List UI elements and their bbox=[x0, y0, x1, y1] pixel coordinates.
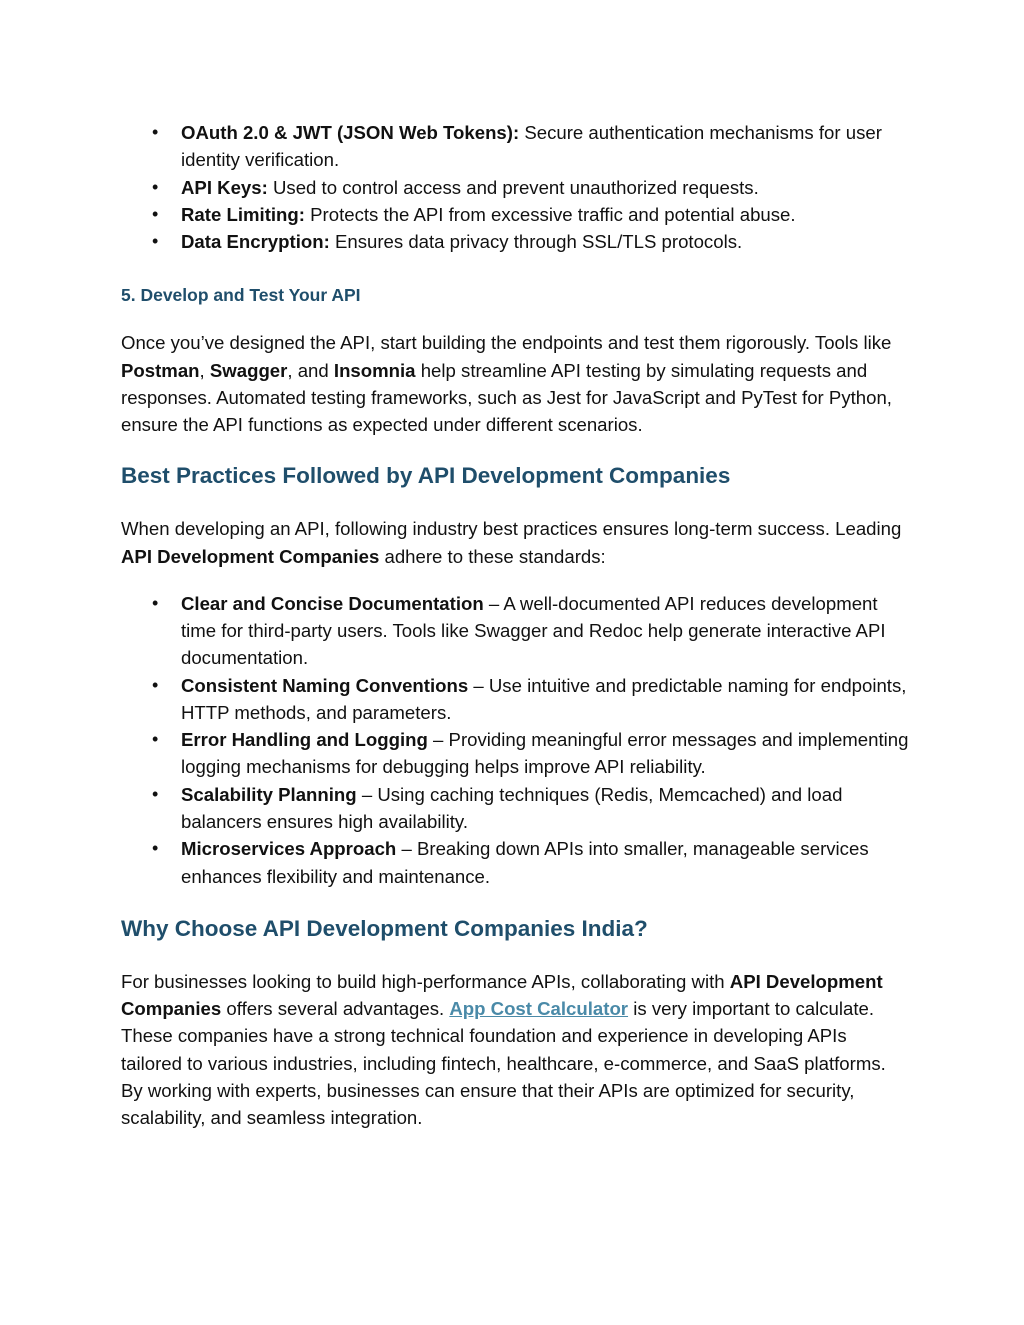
tool-name: Postman bbox=[121, 359, 200, 381]
tool-name: Swagger bbox=[209, 359, 288, 381]
why-choose-paragraph bbox=[121, 968, 911, 1131]
list-item-term: Data Encryption: bbox=[181, 231, 330, 253]
list-item-text: Ensures data privacy through SSL/TLS protocols. bbox=[329, 231, 743, 253]
bullet-icon: • bbox=[152, 592, 159, 613]
list-item bbox=[121, 835, 911, 890]
bullet-icon: • bbox=[152, 729, 159, 750]
bullet-icon: • bbox=[152, 122, 159, 142]
list-item-term: Microservices Approach bbox=[181, 838, 397, 860]
text-span: is very important to calculate. These companies have a strong technical foundation and experience in developing APIs tailored to various industries, including fintech, healthcare, e-commerce, and SaaS platforms. By working with experts, businesses can ensure that their APIs are optimized for security, scalability, and seamless integration. bbox=[121, 998, 886, 1128]
text-span: , bbox=[199, 359, 210, 381]
text-span: offers several advantages. bbox=[221, 998, 450, 1020]
list-item-text: Secure authentication mechanisms for user identity verification. bbox=[181, 122, 882, 171]
list-item-text: – Use intuitive and predictable naming for endpoints, HTTP methods, and parameters. bbox=[181, 674, 907, 723]
bullet-icon: • bbox=[152, 674, 159, 695]
list-item-term: Error Handling and Logging bbox=[181, 729, 428, 751]
list-item-text: – Using caching techniques (Redis, Memcached) and load balancers ensures high availability. bbox=[181, 783, 843, 833]
list-item-text: – Providing meaningful error messages and implementing logging mechanisms for debugging helps improve API reliability. bbox=[181, 729, 909, 778]
list-item-text: – Breaking down APIs into smaller, manageable services enhances flexibility and maintenance. bbox=[181, 838, 869, 887]
best-practices-heading: Best Practices Followed by API Development Companies bbox=[121, 463, 731, 489]
list-item bbox=[121, 174, 911, 201]
list-item-text: Used to control access and prevent unauthorized requests. bbox=[267, 176, 759, 198]
list-item bbox=[121, 781, 911, 836]
list-item-term: OAuth 2.0 & JWT (JSON Web Tokens): bbox=[181, 122, 520, 143]
text-span: When developing an API, following industry best practices ensures long-term success. Leading bbox=[121, 518, 902, 540]
list-item-text: – A well-documented API reduces development time for third-party users. Tools like Swagger and Redoc help generate interactive API documentation. bbox=[181, 592, 886, 669]
bold-term: API Development Companies bbox=[121, 545, 380, 567]
text-span: , and bbox=[287, 359, 334, 381]
text-span: For businesses looking to build high-performance APIs, collaborating with bbox=[121, 970, 730, 992]
list-item bbox=[121, 119, 911, 174]
list-item-term: Clear and Concise Documentation bbox=[181, 592, 484, 614]
list-item bbox=[121, 228, 911, 255]
bullet-icon: • bbox=[152, 176, 159, 197]
list-item-term: Scalability Planning bbox=[181, 783, 357, 805]
list-item bbox=[121, 672, 911, 727]
bold-term: API Development Companies bbox=[121, 970, 883, 1020]
text-span: help streamline API testing by simulating requests and responses. Automated testing frameworks, such as Jest for JavaScript and PyTest for Python, ensure the API functions as expected under different scenarios. bbox=[121, 359, 892, 436]
list-item-term: Consistent Naming Conventions bbox=[181, 674, 469, 696]
section5-paragraph bbox=[121, 329, 911, 438]
bullet-icon: • bbox=[152, 783, 159, 804]
security-list bbox=[121, 119, 911, 255]
text-span: Once you’ve designed the API, start building the endpoints and test them rigorously. Tools like bbox=[121, 332, 892, 354]
tool-name: Insomnia bbox=[333, 359, 416, 381]
bullet-icon: • bbox=[152, 231, 159, 252]
list-item-term: Rate Limiting: bbox=[181, 203, 305, 225]
best-practices-intro bbox=[121, 515, 911, 569]
section5-heading: 5. Develop and Test Your API bbox=[121, 285, 361, 306]
app-cost-calculator-link[interactable]: App Cost Calculator bbox=[449, 998, 629, 1020]
text-span: adhere to these standards: bbox=[379, 545, 606, 567]
why-choose-heading: Why Choose API Development Companies India? bbox=[121, 915, 648, 941]
best-practices-list bbox=[121, 590, 911, 890]
list-item bbox=[121, 201, 911, 228]
list-item-term: API Keys: bbox=[181, 176, 268, 198]
bullet-icon: • bbox=[152, 838, 159, 859]
list-item bbox=[121, 590, 911, 672]
list-item-text: Protects the API from excessive traffic and potential abuse. bbox=[304, 203, 796, 225]
list-item bbox=[121, 726, 911, 781]
bullet-icon: • bbox=[152, 203, 159, 224]
document-page bbox=[121, 119, 911, 1131]
